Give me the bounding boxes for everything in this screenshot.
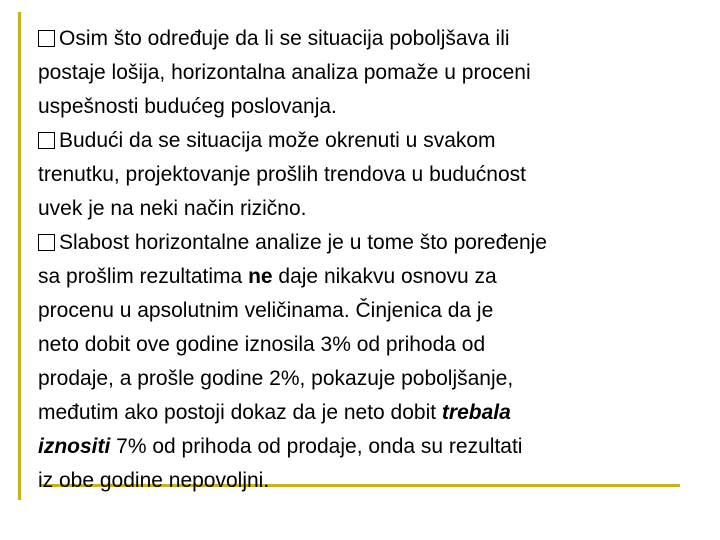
p3-line5: prodaje, a prošle godine 2%, pokazuje poboljšanje, [38, 367, 514, 390]
p3-line4: neto dobit ove godine iznosila 3% od prihoda od [38, 333, 486, 356]
p3-line7b: 7% od prihoda od prodaje, onda su rezultati [110, 435, 523, 458]
slide-body [38, 22, 708, 498]
p3-line2a: sa prošlim rezultatima [38, 265, 249, 288]
p1-line3: uspešnosti budućeg poslovanja. [38, 95, 337, 118]
p2-line2: trenutku, projektovanje prošlih trendova u budućnost [38, 163, 526, 186]
paragraph-2 [38, 124, 708, 226]
square-bullet-icon [38, 234, 55, 251]
p1-line2: postaje lošija, horizontalna analiza pomaže u proceni [38, 61, 531, 84]
square-bullet-icon [38, 132, 55, 149]
p3-line2c: daje nikakvu osnovu za [272, 265, 497, 288]
paragraph-1 [38, 22, 708, 124]
p3-emphasis-ne: ne [248, 265, 273, 288]
vertical-accent-line [18, 12, 21, 500]
p3-line1: Slabost horizontalne analize je u tome što poređenje [59, 231, 547, 254]
p3-line8: iz obe godine nepovoljni. [38, 469, 270, 492]
p1-line1: Osim što određuje da li se situacija poboljšava ili [59, 27, 510, 50]
p2-line3: uvek je na neki način rizično. [38, 197, 307, 220]
p3-line3: procenu u apsolutnim veličinama. Činjenica da je [38, 299, 494, 322]
p3-emphasis-iznositi: iznositi [38, 435, 111, 458]
p2-line1: Budući da se situacija može okrenuti u svakom [59, 129, 496, 152]
square-bullet-icon [38, 30, 55, 47]
p3-emphasis-trebala: trebala [441, 401, 511, 424]
p3-line6a: međutim ako postoji dokaz da je neto dobit [38, 401, 442, 424]
paragraph-3 [38, 226, 708, 498]
